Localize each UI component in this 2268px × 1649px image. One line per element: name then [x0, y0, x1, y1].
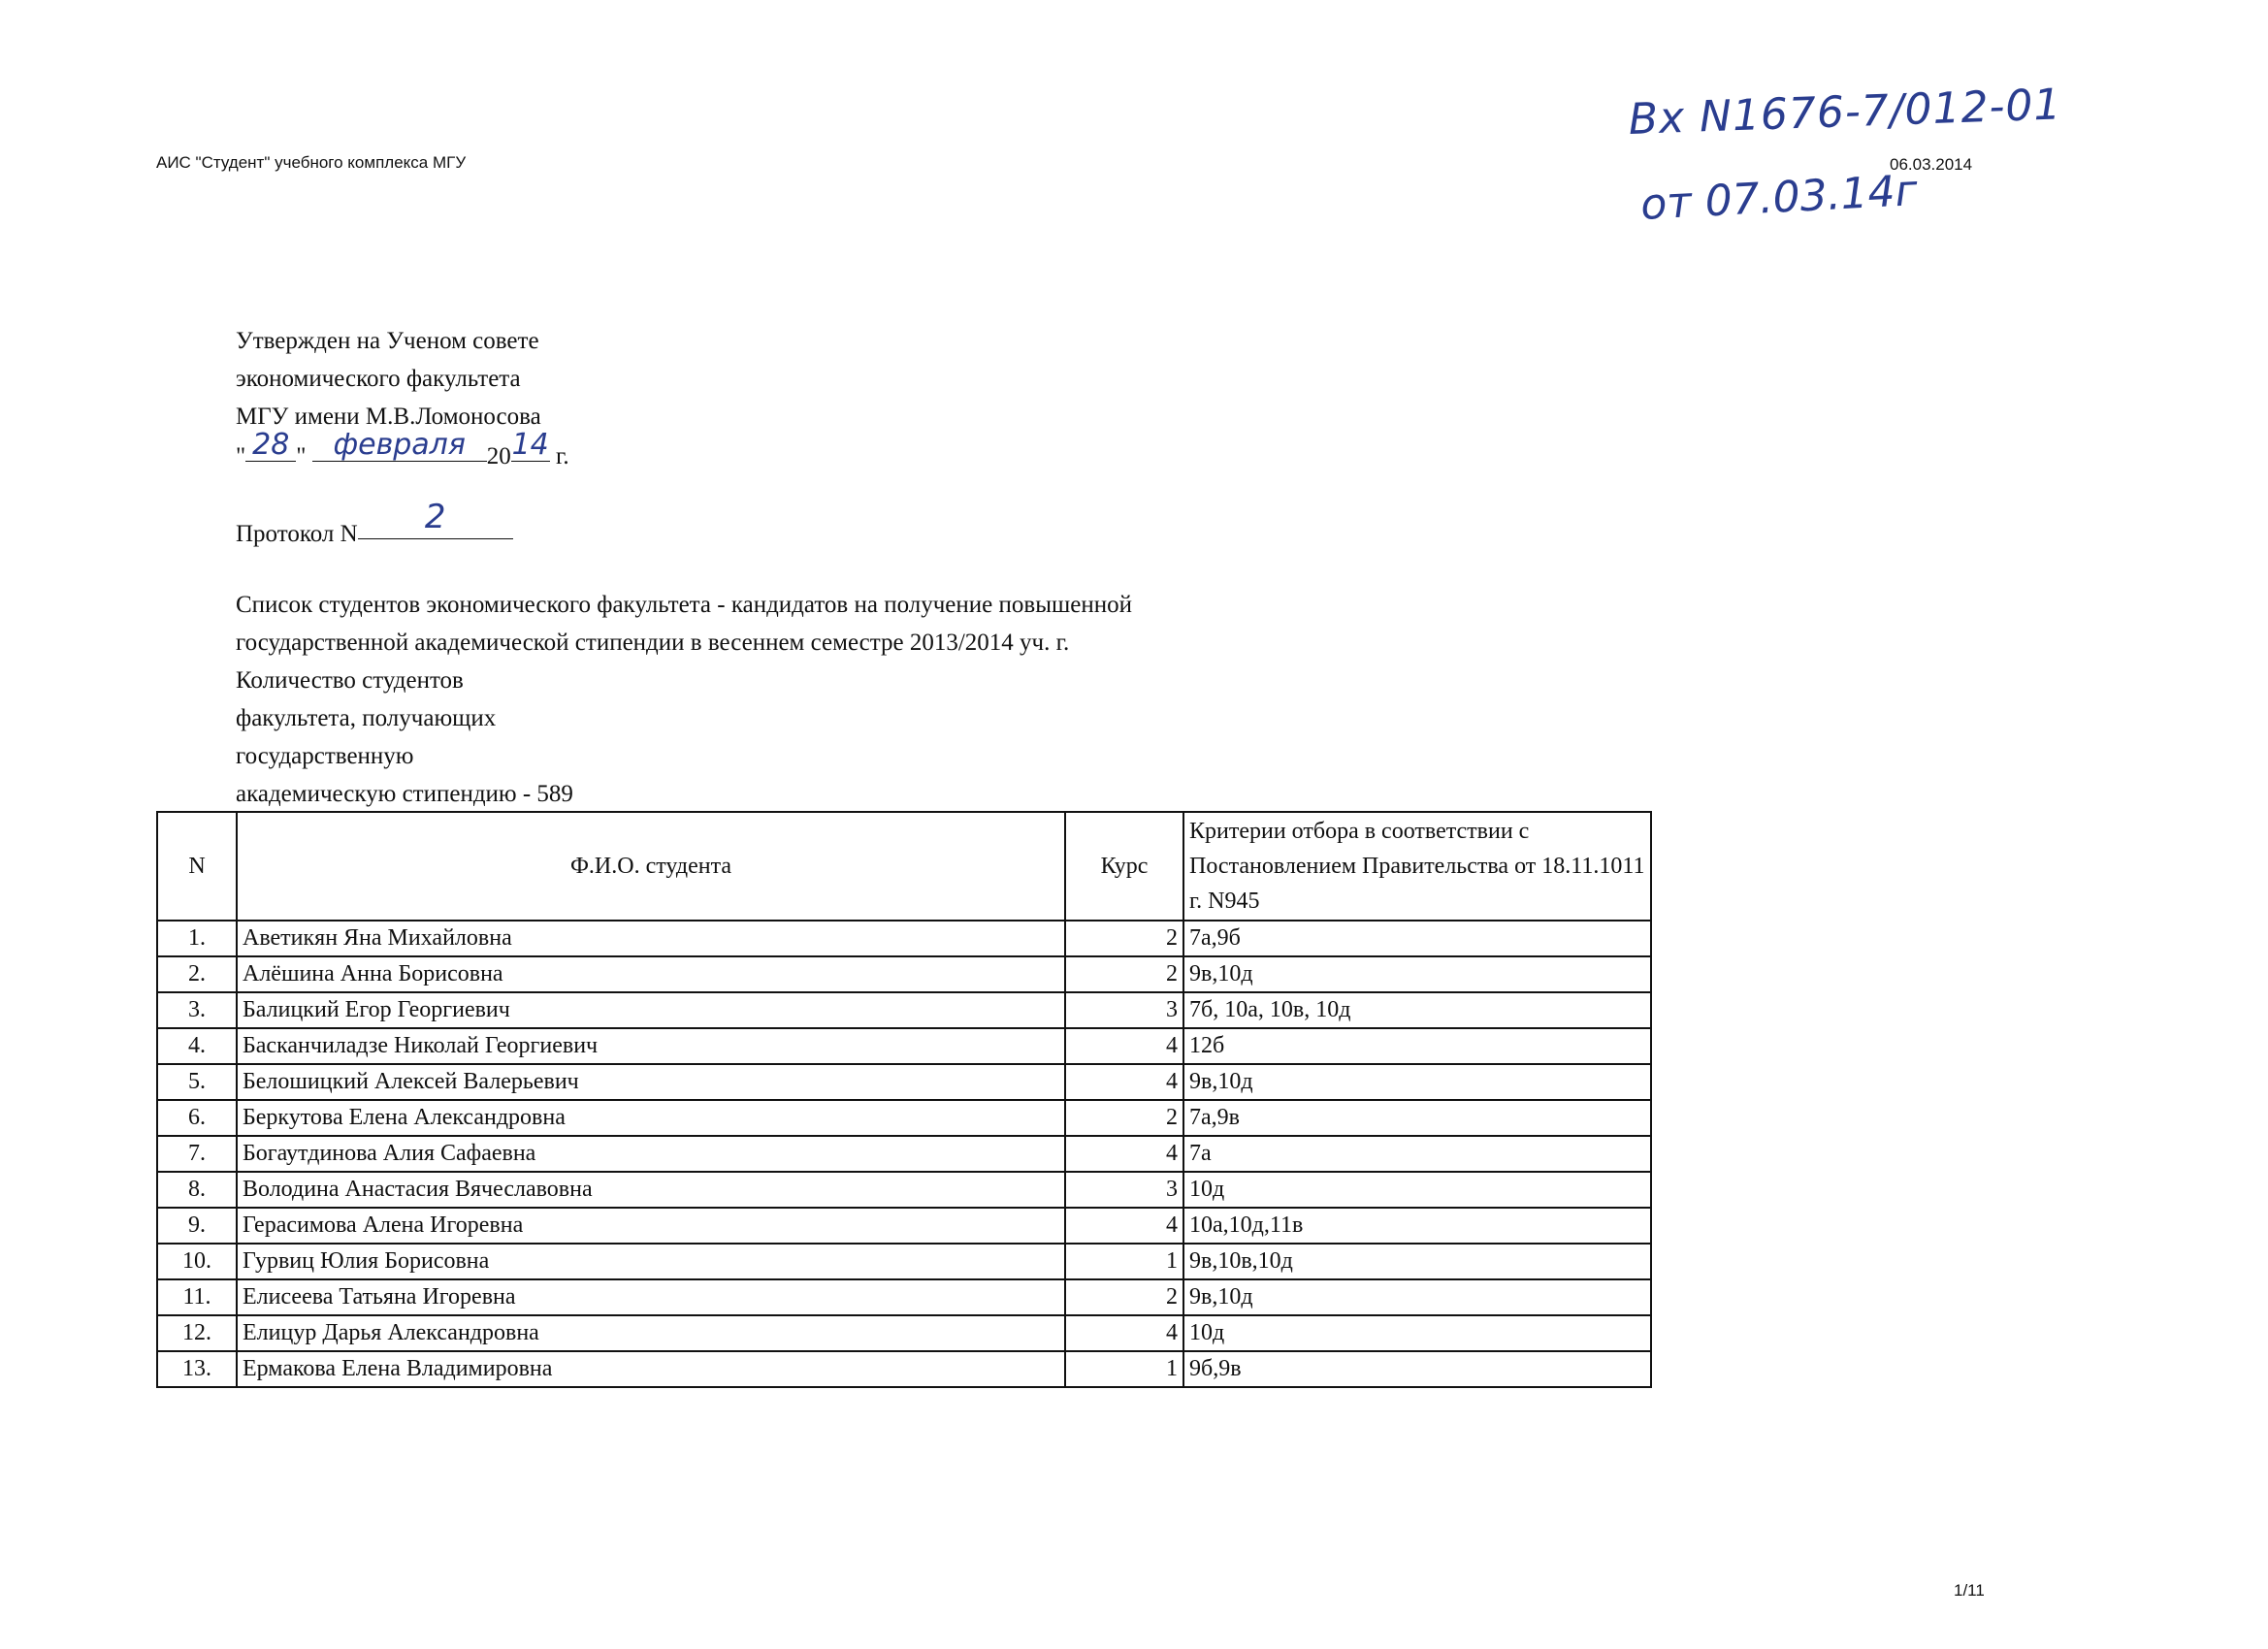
- course-cell: 4: [1065, 1208, 1183, 1244]
- course-cell: 4: [1065, 1064, 1183, 1100]
- approval-line-3: МГУ имени М.В.Ломоносова: [236, 404, 541, 430]
- protocol-line: [236, 498, 513, 548]
- table-body: [157, 921, 1651, 1387]
- course-cell: 3: [1065, 1172, 1183, 1208]
- criteria-cell: 9в,10д: [1183, 956, 1651, 992]
- table-row: [157, 1136, 1651, 1172]
- print-date: 06.03.2014: [1890, 155, 1973, 174]
- student-name-cell: Герасимова Алена Игоревна: [237, 1208, 1065, 1244]
- criteria-cell: 9в,10д: [1183, 1279, 1651, 1315]
- row-number-cell: 5.: [157, 1064, 237, 1100]
- course-cell: 1: [1065, 1244, 1183, 1279]
- criteria-cell: 9в,10д: [1183, 1064, 1651, 1100]
- table-row: [157, 1208, 1651, 1244]
- student-name-cell: Балицкий Егор Георгиевич: [237, 992, 1065, 1028]
- course-cell: 2: [1065, 956, 1183, 992]
- student-name-cell: Беркутова Елена Александровна: [237, 1100, 1065, 1136]
- list-title: [236, 586, 1132, 813]
- table-row: [157, 992, 1651, 1028]
- course-cell: 2: [1065, 921, 1183, 956]
- table-row: [157, 1064, 1651, 1100]
- criteria-cell: 10д: [1183, 1172, 1651, 1208]
- row-number-cell: 11.: [157, 1279, 237, 1315]
- list-title-line-1: Список студентов экономического факультета - кандидатов на получение повышенной: [236, 592, 1132, 618]
- protocol-blank: [358, 498, 513, 539]
- page-number: 1/11: [1954, 1581, 1985, 1600]
- day-blank: [245, 428, 296, 462]
- student-name-cell: Гурвиц Юлия Борисовна: [237, 1244, 1065, 1279]
- list-title-line-3: Количество студентов: [236, 667, 464, 694]
- student-name-cell: Белошицкий Алексей Валерьевич: [237, 1064, 1065, 1100]
- criteria-cell: 7а: [1183, 1136, 1651, 1172]
- table-row: [157, 1279, 1651, 1315]
- student-name-cell: Аветикян Яна Михайловна: [237, 921, 1065, 956]
- table-header-row: [157, 812, 1651, 921]
- criteria-cell: 9б,9в: [1183, 1351, 1651, 1387]
- header-name: Ф.И.О. студента: [237, 812, 1065, 921]
- criteria-cell: 7а,9б: [1183, 921, 1651, 956]
- student-name-cell: Басканчиладзе Николай Георгиевич: [237, 1028, 1065, 1064]
- protocol-label: Протокол N: [236, 521, 358, 547]
- table-row: [157, 1244, 1651, 1279]
- list-title-line-4: факультета, получающих: [236, 705, 497, 731]
- list-title-line-6: академическую стипендию - 589: [236, 781, 573, 807]
- system-header: АИС "Студент" учебного комплекса МГУ: [156, 153, 467, 172]
- header-course: Курс: [1065, 812, 1183, 921]
- criteria-cell: 10а,10д,11в: [1183, 1208, 1651, 1244]
- row-number-cell: 2.: [157, 956, 237, 992]
- student-name-cell: Елисеева Татьяна Игоревна: [237, 1279, 1065, 1315]
- criteria-cell: 10д: [1183, 1315, 1651, 1351]
- student-name-cell: Алёшина Анна Борисовна: [237, 956, 1065, 992]
- table-row: [157, 1100, 1651, 1136]
- course-cell: 4: [1065, 1315, 1183, 1351]
- students-table: [156, 811, 1652, 1388]
- approval-line-1: Утвержден на Ученом совете: [236, 328, 539, 354]
- list-title-line-2: государственной академической стипендии в весеннем семестре 2013/2014 уч. г.: [236, 630, 1070, 656]
- approval-year: 14: [511, 428, 549, 462]
- course-cell: 1: [1065, 1351, 1183, 1387]
- approval-block: [236, 322, 569, 473]
- table-row: [157, 956, 1651, 992]
- registration-date-handwritten: от 07.03.14г: [1639, 166, 1919, 230]
- month-blank: [312, 428, 487, 462]
- table-row: [157, 1172, 1651, 1208]
- course-cell: 4: [1065, 1028, 1183, 1064]
- year-blank: [511, 428, 550, 462]
- course-cell: 2: [1065, 1279, 1183, 1315]
- row-number-cell: 7.: [157, 1136, 237, 1172]
- header-n: N: [157, 812, 237, 921]
- year-end: г.: [549, 443, 569, 469]
- approval-day: 28: [252, 428, 290, 462]
- criteria-cell: 7а,9в: [1183, 1100, 1651, 1136]
- criteria-cell: 12б: [1183, 1028, 1651, 1064]
- quote-open: ": [236, 443, 246, 469]
- course-cell: 3: [1065, 992, 1183, 1028]
- row-number-cell: 1.: [157, 921, 237, 956]
- table-row: [157, 1028, 1651, 1064]
- row-number-cell: 4.: [157, 1028, 237, 1064]
- row-number-cell: 9.: [157, 1208, 237, 1244]
- registration-number-handwritten: Вх N1676-7/012-01: [1628, 80, 2063, 145]
- list-title-line-5: государственную: [236, 743, 414, 769]
- row-number-cell: 8.: [157, 1172, 237, 1208]
- table-row: [157, 1351, 1651, 1387]
- student-name-cell: Володина Анастасия Вячеславовна: [237, 1172, 1065, 1208]
- year-prefix: 20: [486, 443, 511, 469]
- header-criteria: Критерии отбора в соответствии с Постановлением Правительства от 18.11.1011 г. N945: [1183, 812, 1651, 921]
- row-number-cell: 6.: [157, 1100, 237, 1136]
- criteria-cell: 9в,10в,10д: [1183, 1244, 1651, 1279]
- row-number-cell: 12.: [157, 1315, 237, 1351]
- student-name-cell: Елицур Дарья Александровна: [237, 1315, 1065, 1351]
- quote-close: ": [296, 443, 307, 469]
- course-cell: 2: [1065, 1100, 1183, 1136]
- approval-month: февраля: [333, 428, 466, 462]
- criteria-cell: 7б, 10а, 10в, 10д: [1183, 992, 1651, 1028]
- row-number-cell: 10.: [157, 1244, 237, 1279]
- student-name-cell: Богаутдинова Алия Сафаевна: [237, 1136, 1065, 1172]
- student-name-cell: Ермакова Елена Владимировна: [237, 1351, 1065, 1387]
- row-number-cell: 13.: [157, 1351, 237, 1387]
- approval-line-2: экономического факультета: [236, 366, 521, 392]
- approval-date-line: [236, 428, 569, 473]
- table-row: [157, 1315, 1651, 1351]
- protocol-number: 2: [424, 498, 446, 536]
- table-row: [157, 921, 1651, 956]
- row-number-cell: 3.: [157, 992, 237, 1028]
- course-cell: 4: [1065, 1136, 1183, 1172]
